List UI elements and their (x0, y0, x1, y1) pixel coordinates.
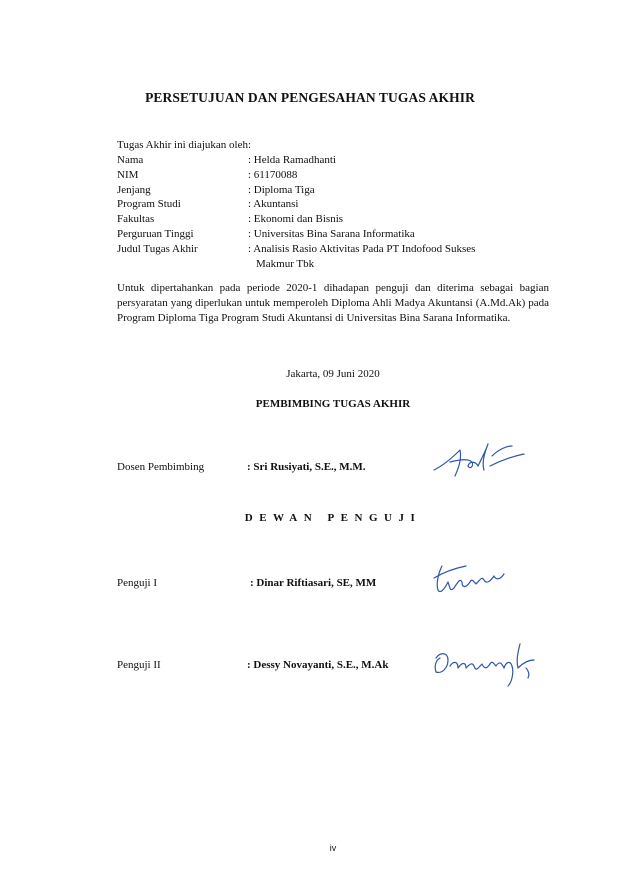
info-row-fakultas (117, 212, 558, 227)
info-row-nama (117, 153, 558, 168)
info-label: Fakultas (117, 213, 155, 226)
approval-date: Jakarta, 09 Juni 2020 (286, 368, 380, 380)
info-row-perguruan-tinggi (117, 227, 558, 242)
info-row-jenjang (117, 183, 558, 198)
info-label: Program Studi (117, 198, 181, 211)
dewan-penguji-heading: DEWAN PENGUJI (244, 512, 422, 524)
info-row-program-studi (117, 197, 558, 212)
info-label: NIM (117, 168, 139, 181)
dosen-signature-icon (428, 436, 528, 484)
info-row-judul (117, 242, 558, 272)
document-title: PERSETUJUAN DAN PENGESAHAN TUGAS AKHIR (145, 90, 475, 105)
penguji-2-name: : Dessy Novayanti, S.E., M.Ak (247, 659, 389, 671)
judul-line-1: : Analisis Rasio Aktivitas Pada PT Indofood Sukses (248, 242, 476, 255)
info-row-nim (117, 168, 558, 183)
info-value: : Helda Ramadhanti (248, 154, 336, 166)
penguji-2-label: Penguji II (117, 659, 161, 671)
info-value: : Universitas Bina Sarana Informatika (248, 227, 415, 240)
intro-text: Tugas Akhir ini diajukan oleh: (117, 139, 252, 151)
pembimbing-heading: PEMBIMBING TUGAS AKHIR (255, 398, 411, 410)
info-label: Judul Tugas Akhir (117, 242, 198, 255)
penguji-1-signature-icon (430, 560, 526, 600)
info-value-multiline (248, 242, 558, 272)
dosen-pembimbing-row (117, 461, 366, 473)
student-info (117, 153, 558, 271)
penguji-1-row (117, 577, 376, 589)
penguji-2-row (117, 659, 388, 671)
info-label: Perguruan Tinggi (117, 227, 194, 240)
info-label: Jenjang (117, 183, 151, 196)
page-number: iv (329, 843, 337, 853)
penguji-1-label: Penguji I (117, 577, 158, 589)
info-value: : Ekonomi dan Bisnis (248, 213, 344, 226)
dosen-label: Dosen Pembimbing (117, 461, 205, 473)
info-value: : Akuntansi (248, 198, 299, 211)
penguji-1-name: : Dinar Riftiasari, SE, MM (250, 577, 377, 589)
info-value: : 61170088 (248, 168, 298, 181)
penguji-2-signature-icon (430, 638, 548, 690)
judul-line-2: Makmur Tbk (256, 257, 315, 270)
info-label: Nama (117, 154, 144, 166)
dosen-name: : Sri Rusiyati, S.E., M.M. (247, 461, 366, 473)
purpose-paragraph: Untuk dipertahankan pada periode 2020-1 dihadapan penguji dan diterima sebagai bagian persyaratan yang diperlukan untuk memperoleh Diploma Ahli Madya Akuntansi (A.Md.Ak) pada Program Diploma Tiga Program Studi Akuntansi di Universitas Bina Sarana Informatika. (117, 282, 549, 325)
info-value: : Diploma Tiga (248, 183, 315, 196)
